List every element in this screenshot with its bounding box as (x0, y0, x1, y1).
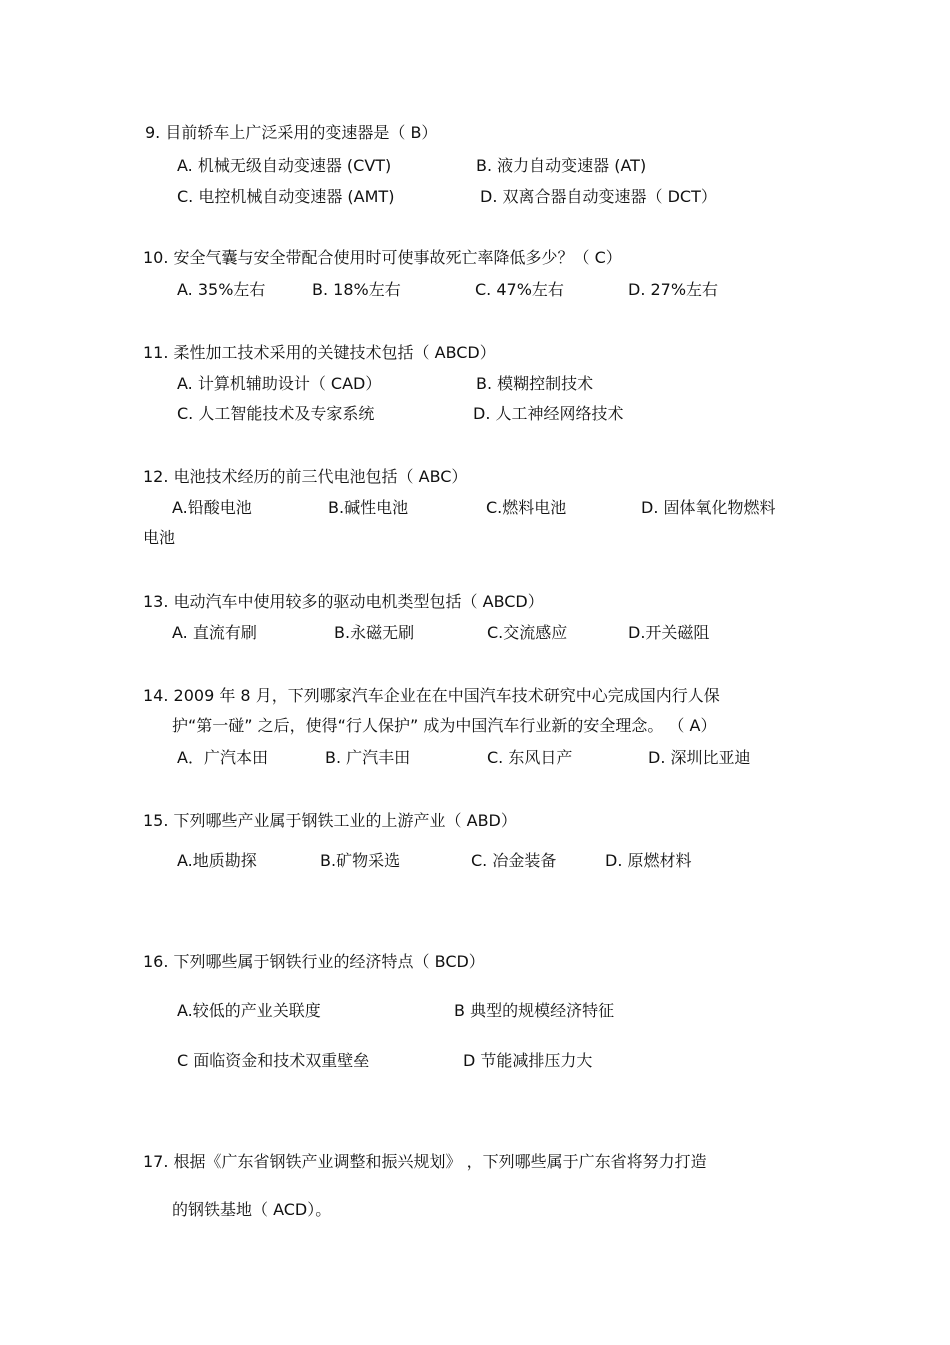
question-14-option-d: D. 深圳比亚迪 (648, 748, 751, 767)
question-17-stem-line2: 的钢铁基地（ ACD）。 (172, 1200, 332, 1219)
question-15-option-c: C. 冶金装备 (471, 851, 557, 870)
question-14-option-c: C. 东风日产 (487, 748, 573, 767)
question-14-option-b: B. 广汽丰田 (325, 748, 411, 767)
question-15-option-d: D. 原燃材料 (605, 851, 692, 870)
question-17-stem: 17. 根据《广东省钢铁产业调整和振兴规划》 ，下列哪些属于广东省将努力打造 (143, 1152, 707, 1171)
question-10-option-c: C. 47%左右 (475, 280, 564, 299)
question-12-option-d: D. 固体氧化物燃料 (641, 498, 776, 517)
question-13-option-b: B.永磁无刷 (334, 623, 415, 642)
question-14-stem: 14. 2009 年 8 月，下列哪家汽车企业在在中国汽车技术研究中心完成国内行人保 (143, 686, 720, 705)
question-14-stem-line2: 护“第一碰” 之后，使得“行人保护” 成为中国汽车行业新的安全理念。 （ A） (172, 716, 717, 735)
question-10-option-a: A. 35%左右 (177, 280, 266, 299)
question-16-option-b: B 典型的规模经济特征 (454, 1001, 615, 1020)
question-14-option-a: A．广汽本田 (177, 748, 268, 767)
question-15-option-b: B.矿物采选 (320, 851, 401, 870)
question-11-option-c: C. 人工智能技术及专家系统 (177, 404, 375, 423)
question-11-option-b: B. 模糊控制技术 (476, 374, 594, 393)
question-10-option-b: B. 18%左右 (312, 280, 401, 299)
question-9-stem: 9. 目前轿车上广泛采用的变速器是（ B） (145, 123, 438, 142)
question-12-stem: 12. 电池技术经历的前三代电池包括（ ABC） (143, 467, 468, 486)
question-11-option-a: A. 计算机辅助设计（ CAD） (177, 374, 382, 393)
question-9-option-d: D. 双离合器自动变速器（ DCT） (480, 187, 717, 206)
question-16-option-c: C 面临资金和技术双重壁垒 (177, 1051, 370, 1070)
question-12-option-b: B.碱性电池 (328, 498, 409, 517)
question-10-stem: 10. 安全气囊与安全带配合使用时可使事故死亡率降低多少？（ C） (143, 248, 622, 267)
question-16-stem: 16. 下列哪些属于钢铁行业的经济特点（ BCD） (143, 952, 485, 971)
question-13-option-a: A. 直流有刷 (172, 623, 257, 642)
question-9-option-a: A. 机械无级自动变速器 (CVT) (177, 156, 392, 175)
question-12-continuation: 电池 (143, 528, 176, 547)
question-16-option-a: A.较低的产业关联度 (177, 1001, 321, 1020)
question-12-option-a: A.铅酸电池 (172, 498, 252, 517)
question-10-option-d: D. 27%左右 (628, 280, 719, 299)
question-15-option-a: A.地质勘探 (177, 851, 257, 870)
question-15-stem: 15. 下列哪些产业属于钢铁工业的上游产业（ ABD） (143, 811, 517, 830)
question-16-option-d: D 节能减排压力大 (463, 1051, 593, 1070)
question-9-option-c: C. 电控机械自动变速器 (AMT) (177, 187, 395, 206)
question-13-option-c: C.交流感应 (487, 623, 568, 642)
question-11-stem: 11. 柔性加工技术采用的关键技术包括（ ABCD） (143, 343, 496, 362)
question-12-option-c: C.燃料电池 (486, 498, 567, 517)
question-11-option-d: D. 人工神经网络技术 (473, 404, 624, 423)
question-13-option-d: D.开关磁阻 (628, 623, 710, 642)
question-13-stem: 13. 电动汽车中使用较多的驱动电机类型包括（ ABCD） (143, 592, 544, 611)
question-9-option-b: B. 液力自动变速器 (AT) (476, 156, 647, 175)
